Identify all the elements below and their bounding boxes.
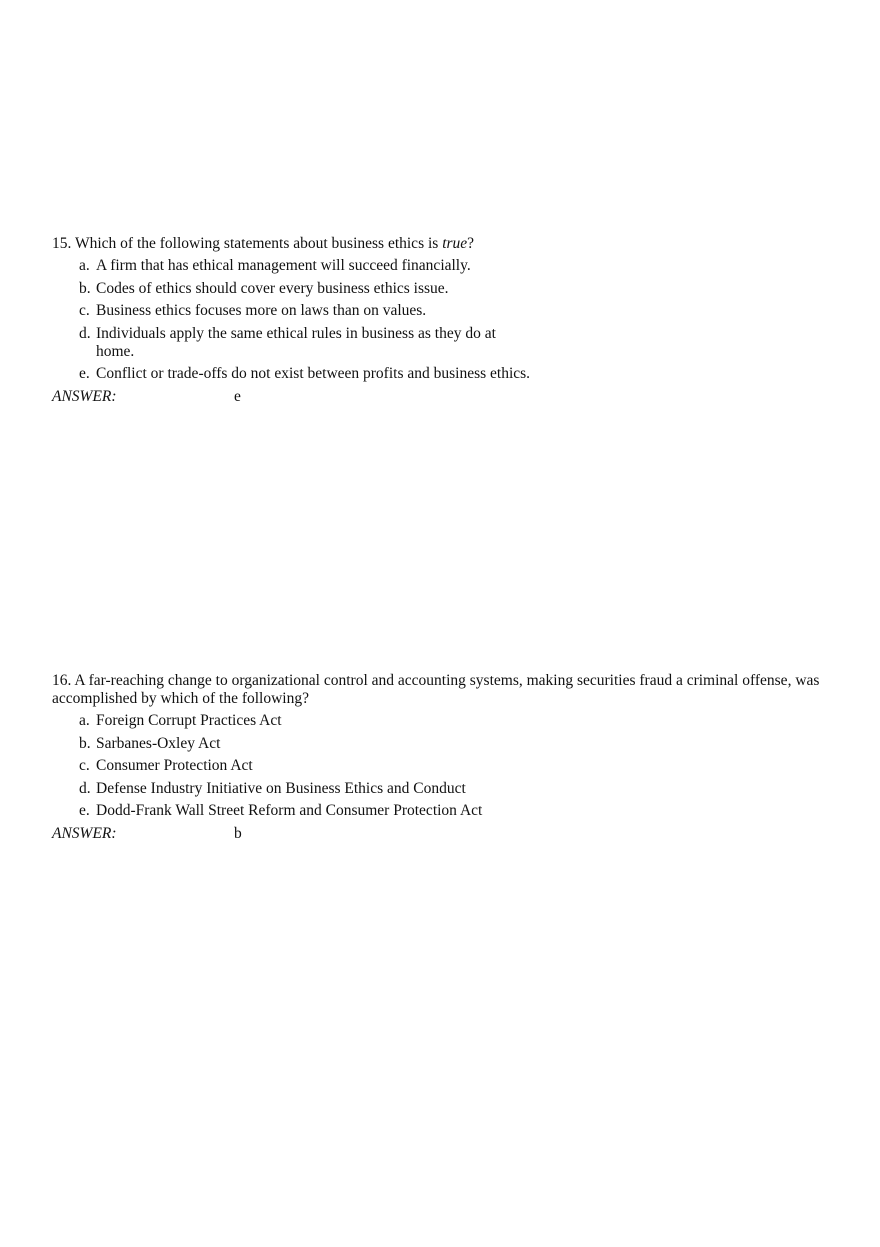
option-e	[52, 802, 832, 820]
question-15	[52, 235, 832, 406]
option-e	[52, 365, 832, 383]
option-letter: e.	[79, 365, 90, 382]
option-text: Business ethics focuses more on laws than on values.	[96, 302, 427, 319]
answer-value: b	[234, 824, 242, 842]
option-letter: d.	[79, 324, 91, 342]
option-d	[52, 325, 832, 361]
option-text: Dodd-Frank Wall Street Reform and Consumer Protection Act	[96, 802, 483, 819]
answer-value: e	[234, 387, 241, 405]
option-letter: c.	[79, 757, 90, 774]
question-16	[52, 672, 832, 843]
option-c	[52, 757, 832, 775]
question-stem	[52, 672, 832, 708]
answer-label: ANSWER:	[52, 824, 117, 842]
option-letter: d.	[79, 779, 91, 797]
question-text: Which of the following statements about business ethics is	[74, 235, 443, 252]
option-c	[52, 302, 832, 320]
answer-row	[52, 825, 832, 843]
question-stem	[52, 235, 832, 253]
option-letter: a.	[79, 712, 90, 729]
option-b	[52, 735, 832, 753]
option-letter: e.	[79, 802, 90, 819]
option-letter: a.	[79, 257, 90, 274]
option-list	[52, 712, 832, 820]
question-text: A far-reaching change to organizational control and accounting systems, making securities fraud a criminal offense, was accomplished by which of the following?	[52, 672, 820, 707]
option-text: Foreign Corrupt Practices Act	[96, 712, 282, 729]
option-text: A firm that has ethical management will succeed financially.	[96, 257, 471, 274]
question-number: 15.	[52, 235, 72, 252]
option-list	[52, 257, 832, 383]
option-letter: b.	[79, 734, 91, 752]
option-text: Consumer Protection Act	[96, 757, 253, 774]
option-text: Sarbanes-Oxley Act	[96, 734, 221, 752]
option-d	[52, 780, 832, 798]
answer-row	[52, 388, 832, 406]
option-text: Codes of ethics should cover every business ethics issue.	[96, 279, 449, 297]
option-letter: b.	[79, 279, 91, 297]
question-text-end: ?	[467, 235, 475, 252]
option-b	[52, 280, 832, 298]
option-text: Conflict or trade-offs do not exist between profits and business ethics.	[96, 365, 531, 382]
option-a	[52, 257, 832, 275]
option-text: Individuals apply the same ethical rules in business as they do at home.	[96, 324, 496, 360]
answer-label: ANSWER:	[52, 387, 117, 405]
option-letter: c.	[79, 302, 90, 319]
option-text: Defense Industry Initiative on Business Ethics and Conduct	[96, 779, 466, 797]
option-a	[52, 712, 832, 730]
question-emphasis: true	[442, 235, 468, 252]
question-number: 16.	[52, 672, 72, 689]
